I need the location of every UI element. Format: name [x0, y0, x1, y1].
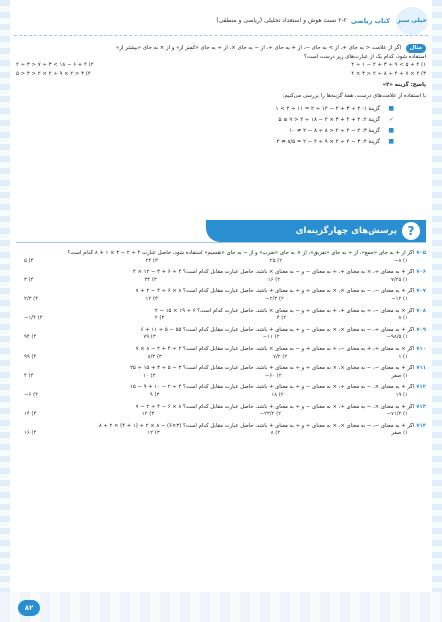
choice[interactable]: ۳) ۱۰ — [143, 372, 156, 379]
choice[interactable]: ۲) ۸ — [270, 430, 281, 437]
check-row — [16, 104, 394, 115]
choice[interactable]: ۴) ۱/۴− — [24, 315, 43, 322]
bullet-icon: ■ — [388, 138, 394, 146]
answer-check-list — [16, 104, 426, 148]
example-option: ۴) ۳ < ۲ × ۹ ÷ ۲ × ۲ < ۳ < ۵ — [16, 70, 91, 77]
question-choices — [16, 258, 426, 266]
check-text: گزینهٔ ۱: ۲ ÷ ۳ + ۲ − ۱۲ ÷ ۲ = ۱۱ ÷ ۲ > ۱ — [275, 106, 380, 113]
question-number: ۷۰۷ — [416, 288, 426, 295]
chapter-subtitle: ۲-۲ تست هوش و استعداد تحلیلی (ریاضی و منطقی) — [216, 17, 347, 24]
question-text: اگر + به معنای ×، − به معنای ÷، × به معنای − و ÷ به معنای + باشد، حاصل عبارت مقابل کدام است؟ ۴ ÷ ۲ − ۱۰ + ۹ − ۱۵ — [130, 384, 415, 391]
question-text: اگر + به معنای ×، − به معنای ÷، × به معنای − و ÷ به معنای + باشد، حاصل عبارت مقابل کدام است؟ ۸ × ۶ − ۴ ÷ ۲ − ۷ — [135, 403, 415, 410]
question-choices — [16, 334, 426, 342]
choice[interactable]: ۲) ۱۱− — [262, 334, 280, 341]
example-option: ۱) ۴ + ۵ > ۹ ÷ ۳ + ۲ − ۱ ÷ ۴ — [351, 62, 426, 68]
question-choices — [16, 315, 426, 323]
question-item — [16, 404, 426, 419]
choice[interactable]: ۳) ۳۴ — [144, 276, 157, 283]
example-options — [16, 70, 426, 79]
choice[interactable]: ۱) ۱۹ — [395, 391, 408, 398]
question-item — [16, 288, 426, 303]
choice[interactable]: ۱) ۷۱/۲− — [386, 411, 408, 418]
choice[interactable]: ۱) ۸− — [394, 257, 408, 264]
question-item — [16, 346, 426, 361]
choice[interactable]: ۲) ۲۵ — [269, 257, 283, 264]
question-list — [16, 250, 426, 442]
logo — [396, 7, 428, 35]
example-option: ۳) ۲ × ۷ + ۴ ÷ ۸ ÷ ۲ < ۳ × ۴ — [351, 70, 426, 77]
question-number: ۷۰۵ — [416, 250, 426, 256]
question-number: ۷۱۰ — [416, 345, 426, 352]
question-stem — [16, 346, 426, 354]
page-footer — [0, 592, 442, 622]
choice[interactable]: ۳) ۷۹ — [143, 334, 156, 341]
choice[interactable]: ۴) ۲/۳ — [24, 295, 39, 302]
choice[interactable]: ۲) ۷/۲ — [273, 353, 288, 360]
choice[interactable]: ۳) ۱۲ — [145, 295, 158, 302]
answer-text: با استفاده از علامت‌های درست، همهٔ گزینه‌ها را بررسی می‌کنیم: — [282, 92, 426, 99]
question-stem — [16, 269, 426, 277]
question-item — [16, 327, 426, 342]
choice[interactable]: ۱) ۱ — [398, 353, 408, 360]
choice[interactable]: ۱) ۱۲− — [391, 295, 408, 302]
choice[interactable]: ۳) ۹ — [149, 391, 160, 398]
check-row — [16, 126, 394, 137]
example-badge: مثال — [406, 44, 426, 53]
example-option: ۲) ۴ + ۶ − ۱۸ > ۳ ÷ ۷ < ۳ ÷ ۲ — [16, 62, 94, 68]
section-title: پرسش‌های چهارگزینه‌ای — [295, 226, 397, 236]
check-row — [16, 115, 394, 126]
question-item — [16, 269, 426, 284]
question-number: ۷۱۲ — [416, 384, 426, 391]
question-text: اگر + به معنای ÷، − به معنای ×، × به معنای − و ÷ به معنای + باشد، حاصل عبارت مقابل کدام است؟ ۵۵ − ۵ ÷ ۱۱ + ۶ — [140, 326, 415, 333]
question-stem — [16, 384, 426, 392]
question-stem — [16, 327, 426, 335]
question-item — [16, 365, 426, 380]
question-number: ۷۱۱ — [416, 365, 426, 372]
question-text: اگر + به معنای −، − به معنای ×، × به معنای ÷ و ÷ به معنای + باشد، حاصل عبارت مقابل کدام است؟ (۳×۶) − ۸ × ۲ ÷ (۱ + ۴) × ۲ ÷ ۸ — [98, 422, 415, 429]
choice[interactable]: ۲) ۲۳/۲− — [259, 411, 282, 418]
question-number: ۷۱۴ — [416, 422, 426, 429]
choice[interactable]: ۱) صفر — [391, 430, 408, 437]
question-choices — [16, 430, 426, 438]
example-block — [16, 44, 426, 148]
question-text: اگر از + به جای «جمع»، از ÷ به جای «تفریق»، از × به جای «ضرب» و از − به جای «تقسیم» استفاده شود، حاصل عبارت ۴ ÷ ۲ − ۳ × ۱ + ۸ کدام است؟ — [67, 250, 415, 256]
question-text: اگر × به معنای −، ÷ به معنای +، + به معنای ÷ و − به معنای × باشد، حاصل عبارت کدام است؟ ۶ ÷ ۱۹ × ۱۵ − ۲ — [155, 307, 415, 314]
bullet-icon: ■ — [388, 105, 394, 113]
choice[interactable]: ۳) ۱۲ — [141, 411, 155, 418]
section-header — [206, 220, 426, 242]
choice[interactable]: ۴) ۶− — [24, 391, 38, 398]
logo-text: خیلی سبز — [397, 17, 427, 24]
choice[interactable]: ۱) ۸ — [398, 315, 408, 322]
checkmark-icon: ✓ — [388, 116, 394, 124]
choice[interactable]: ۴) ۹۴ — [24, 334, 37, 341]
choice[interactable]: ۳) ۱۲ — [147, 430, 160, 437]
choice[interactable]: ۲) ۶۰− — [264, 372, 282, 379]
question-stem — [16, 365, 426, 373]
choice[interactable]: ۴) ۹۹ — [24, 353, 37, 360]
bullet-icon: ■ — [388, 127, 394, 135]
question-text: اگر + به معنای −، − به معنای ×، × به معنای ÷ و ÷ به معنای + باشد، حاصل عبارت مقابل کدام است؟ ۸ × ۶ ÷ ۴ − ۲ + ۷ — [135, 288, 415, 295]
question-stem — [16, 250, 426, 258]
question-stem — [16, 404, 426, 412]
choice[interactable]: ۳) ۲ — [154, 315, 165, 322]
question-text: اگر + به معنای −، − به معنای ×، × به معنای ÷ و ÷ به معنای + باشد، حاصل عبارت مقابل کدام است؟ ۳ − ۵ ÷ ۳ + ۱۵ ÷ ۲۵ — [130, 365, 415, 372]
example-options — [16, 61, 426, 70]
question-number: ۷۱۳ — [416, 403, 426, 410]
example-text: اگر از علامت < به جای +، از > به جای −، از + به جای ÷، از − به جای ×، از ÷ به جای «کمتر از» و از × به جای «بیشتر از» — [116, 45, 402, 51]
choice[interactable]: ۱) ۷/۲۵ — [391, 276, 408, 283]
check-text: گزینهٔ ۲: ۲ + ۴ + ۳ × ۲ − ۱۸ ÷ ۲ < ۹ ≥ ۵ — [278, 117, 380, 124]
question-stem — [16, 423, 426, 431]
answer-label: پاسخ: گزینه «۲» — [382, 82, 426, 88]
question-choices — [16, 277, 426, 285]
question-text: اگر + به معنای ÷، × به معنای +، ÷ به معنای − و − به معنای × باشد، حاصل عبارت مقابل کدام است؟ ۴ ÷ ۶ + ۳ − ۱۲ × ۴ — [132, 269, 415, 276]
question-number: ۷۰۹ — [416, 326, 426, 333]
question-choices — [16, 354, 426, 362]
question-choices — [16, 392, 426, 400]
choice[interactable]: ۴) ۵ — [24, 257, 34, 264]
question-item — [16, 250, 426, 265]
choice[interactable]: ۴) ۳ — [24, 276, 34, 283]
page-header — [14, 6, 428, 36]
check-row — [16, 137, 394, 148]
choice[interactable]: ۱) ۹۸/۵− — [386, 334, 408, 341]
question-stem — [16, 308, 426, 316]
choice[interactable]: ۳) ۲۴ — [145, 257, 158, 264]
book-title: کتاب ریاضی — [350, 16, 390, 25]
example-line: استفاده شود، کدام یک از عبارت‌های زیر درست است؟ — [304, 53, 426, 60]
question-item — [16, 308, 426, 323]
choice[interactable]: ۴) ۴ — [24, 372, 34, 379]
choice[interactable]: ۴) ۱۶ — [24, 430, 37, 437]
check-text: گزینهٔ ۳: ۲ − ۴ ÷ ۲ < ۸ ÷ ۸ − ۲ ≠ ۱۰ — [289, 128, 380, 135]
question-stem — [16, 288, 426, 296]
check-text: گزینهٔ ۴: ۳ − ۴ ÷ ۲ × ۹ ÷ ۲ − ۲ = ۸/۵ ≠ ۲ — [276, 139, 380, 146]
question-number: ۷۰۸ — [416, 307, 426, 314]
page-number: ۸۲ — [18, 600, 40, 616]
question-choices — [16, 296, 426, 304]
question-number: ۷۰۶ — [416, 269, 426, 276]
choice[interactable]: ۲) ۱۶ — [267, 276, 281, 283]
question-choices — [16, 373, 426, 381]
question-choices — [16, 411, 426, 419]
right-decorative-pattern — [432, 0, 442, 622]
example-line — [16, 44, 426, 53]
choice[interactable]: ۲) ۱۸ — [271, 391, 284, 398]
question-item — [16, 423, 426, 438]
choice[interactable]: ۱) صفر — [391, 372, 408, 379]
choice[interactable]: ۳) ۸/۳ — [147, 353, 162, 360]
choice[interactable]: ۲) ۲/۳− — [265, 295, 284, 302]
choice[interactable]: ۴) ۱۴ — [24, 411, 37, 418]
question-mark-icon: ? — [402, 222, 420, 240]
question-item — [16, 384, 426, 399]
question-text: اگر × به معنای ÷، + به معنای −، ÷ به معنای + و − به معنای × باشد، حاصل عبارت مقابل کدام است؟ ۲ ÷ ۴ + ۲ − ۸ × ۷ — [135, 345, 415, 352]
choice[interactable]: ۲) ۴ — [276, 315, 287, 322]
left-decorative-pattern — [0, 0, 10, 622]
section-divider — [16, 242, 426, 243]
